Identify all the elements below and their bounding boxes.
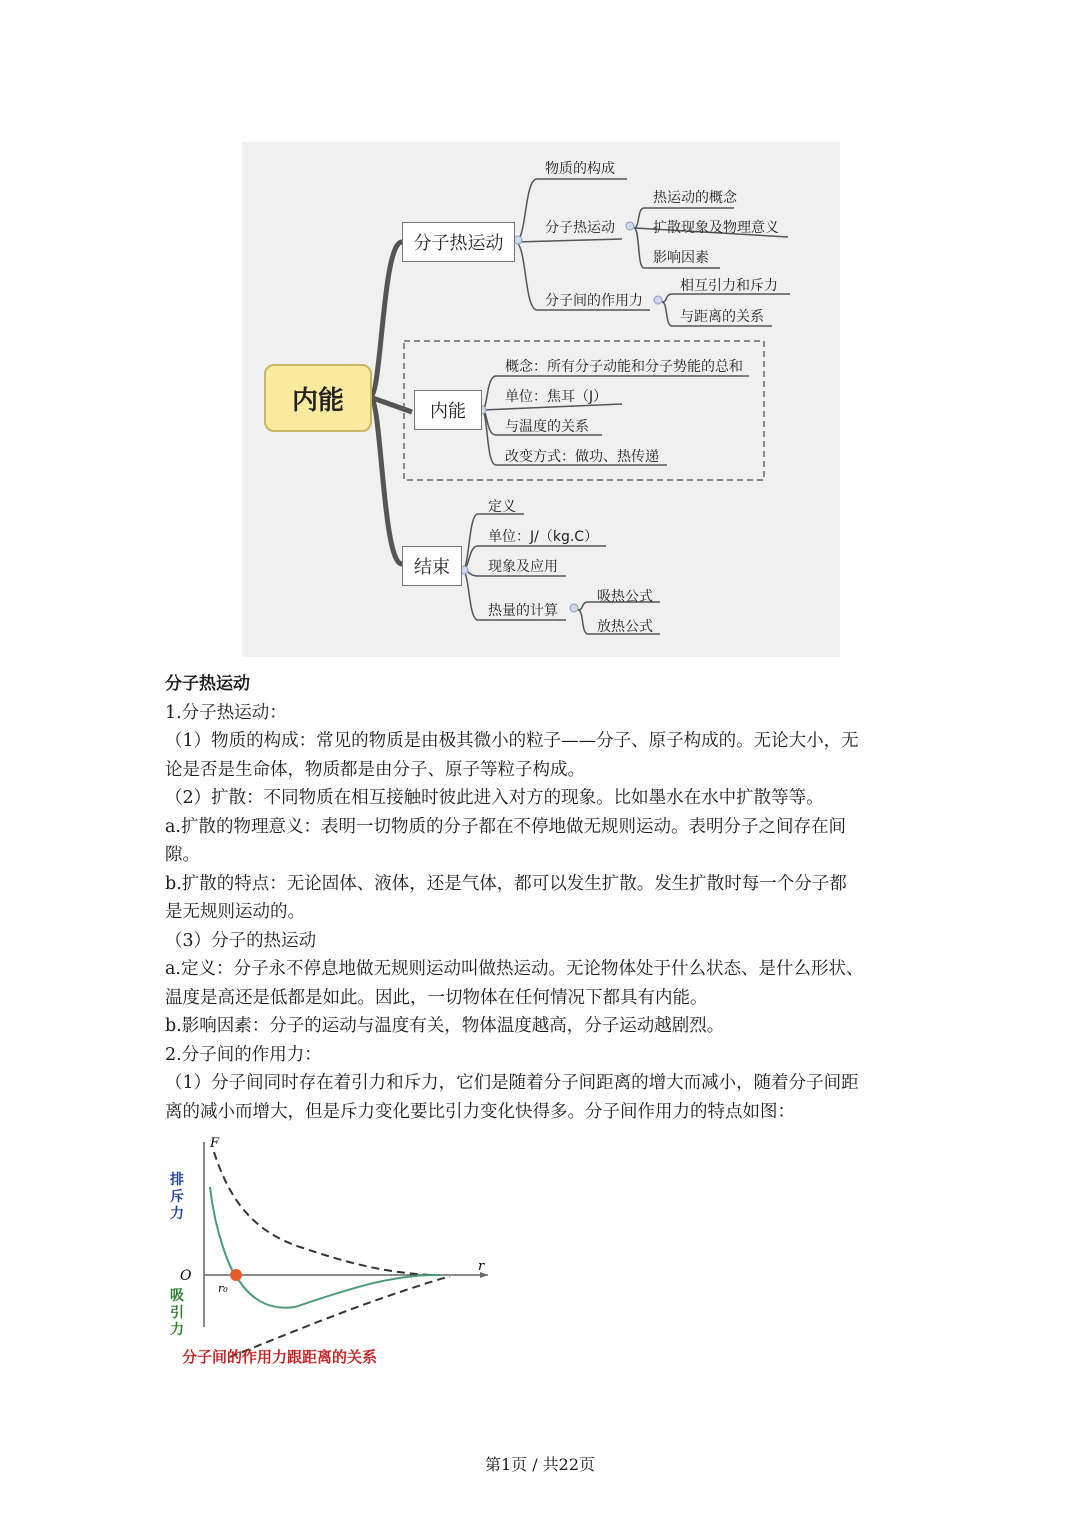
node-unit-joule: 单位：焦耳（J） <box>505 389 608 405</box>
text-line: 离的减小而增大，但是斥力变化要比引力变化快得多。分子间作用力的特点如图： <box>165 1101 795 1122</box>
repulsion-char: 排 <box>170 1172 184 1188</box>
attraction-char: 吸 <box>170 1288 184 1304</box>
origin-label: O <box>180 1268 192 1284</box>
node-factors: 影响因素 <box>653 250 709 266</box>
page-footer: 第1页 / 共22页 <box>484 1455 596 1474</box>
attraction-curve <box>230 1277 450 1357</box>
node-intermolecular-force: 分子间的作用力 <box>545 293 643 309</box>
section-heading: 分子热运动 <box>165 674 250 694</box>
graph-svg <box>160 1132 505 1372</box>
node-heat-calc: 热量的计算 <box>488 603 558 619</box>
node-phenomena: 现象及应用 <box>488 559 558 575</box>
text-line: b.影响因素：分子的运动与温度有关，物体温度越高，分子运动越剧烈。 <box>165 1016 725 1036</box>
node-diffusion: 扩散现象及物理意义 <box>653 220 779 236</box>
text-line: b.扩散的特点：无论固体、液体，还是气体，都可以发生扩散。发生扩散时每一个分子都 <box>165 873 847 894</box>
text-line: 论是否是生命体，物质都是由分子、原子等粒子构成。 <box>165 759 585 780</box>
text-line: 2.分子间的作用力： <box>165 1044 322 1065</box>
attraction-label <box>170 1288 189 1338</box>
text-line: （1）物质的构成：常见的物质是由极其微小的粒子——分子、原子构成的。无论大小，无 <box>165 731 859 751</box>
text-line: a.定义：分子永不停息地做无规则运动叫做热运动。无论物体处于什么状态、是什么形状、 <box>165 959 864 979</box>
graph-caption: 分子间的作用力跟距离的关系 <box>182 1348 378 1366</box>
text-line: 隙。 <box>165 845 200 865</box>
branch-molecular-motion: 分子热运动 <box>402 222 515 262</box>
node-absorb-formula: 吸热公式 <box>597 589 653 605</box>
mind-map <box>242 142 840 657</box>
node-concept: 概念：所有分子动能和分子势能的总和 <box>505 359 743 375</box>
r0-label: r₀ <box>218 1282 228 1295</box>
node-unit-jkgc: 单位：J/（kg.C） <box>488 529 599 545</box>
force-distance-graph <box>160 1132 505 1372</box>
attraction-char: 引 <box>170 1305 184 1321</box>
text-line: a.扩散的物理意义：表明一切物质的分子都在不停地做无规则运动。表明分子之间存在间 <box>165 816 846 837</box>
text-line: 是无规则运动的。 <box>165 902 305 922</box>
repulsion-curve <box>214 1152 430 1275</box>
equilibrium-point <box>230 1269 242 1281</box>
text-line: 温度是高还是低都是如此。因此，一切物体在任何情况下都具有内能。 <box>165 987 708 1008</box>
text-line: （2）扩散：不同物质在相互接触时彼此进入对方的现象。比如墨水在水中扩散等等。 <box>165 788 824 808</box>
attraction-char: 力 <box>170 1322 184 1338</box>
branch-internal-energy: 内能 <box>414 390 482 430</box>
node-thermal-motion: 分子热运动 <box>545 220 615 236</box>
text-line: 1.分子热运动： <box>165 702 287 723</box>
axis-x-label: r <box>478 1259 485 1274</box>
node-matter-composition: 物质的构成 <box>545 161 615 177</box>
repulsion-char: 斥 <box>170 1189 184 1205</box>
node-attraction-repulsion: 相互引力和斥力 <box>680 278 778 294</box>
repulsion-char: 力 <box>170 1206 184 1222</box>
text-line: （3）分子的热运动 <box>165 930 317 951</box>
content <box>165 670 925 1126</box>
axis-y-label: F <box>210 1136 220 1151</box>
node-temperature-relation: 与温度的关系 <box>505 419 589 435</box>
text-line: （1）分子间同时存在着引力和斥力，它们是随着分子间距离的增大而减小，随着分子间距 <box>165 1073 859 1093</box>
mind-map-root: 内能 <box>264 364 372 432</box>
repulsion-label <box>170 1171 189 1222</box>
node-distance-relation: 与距离的关系 <box>680 309 764 325</box>
node-definition: 定义 <box>488 499 516 515</box>
node-change-method: 改变方式：做功、热传递 <box>505 449 659 465</box>
node-release-formula: 放热公式 <box>597 619 653 635</box>
node-thermal-concept: 热运动的概念 <box>653 190 737 206</box>
branch-end: 结束 <box>402 546 462 586</box>
